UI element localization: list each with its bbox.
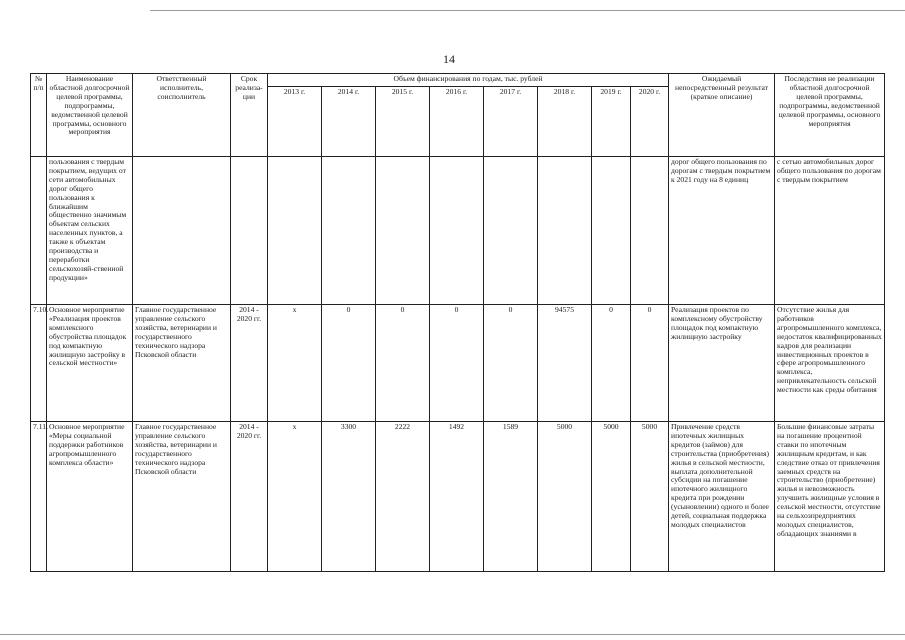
header-num: № п/п [31, 74, 47, 157]
row-value: 1492 [430, 422, 484, 572]
row-value: 0 [592, 305, 631, 422]
header-year: 2013 г. [268, 87, 322, 157]
header-year: 2017 г. [484, 87, 538, 157]
header-funding-group: Объем финансирования по годам, тыс. рублей [268, 74, 669, 87]
scan-edge-line [0, 634, 905, 635]
header-consequences: Последствия не реализации областной долгосрочной целевой программы, подпрограммы, ведомственной целевой программы, основного мероприятия [775, 74, 885, 157]
funding-table [30, 73, 885, 572]
header-year: 2016 г. [430, 87, 484, 157]
row-value: 3300 [322, 422, 376, 572]
row-num: 7.10. [31, 305, 47, 422]
row-value: 0 [430, 305, 484, 422]
row-name: Основное мероприятие «Меры социальной поддержки работников агропромышленного комплекса области» [47, 422, 133, 572]
row-responsible [133, 157, 231, 305]
row-value [484, 157, 538, 305]
row-value: 0 [376, 305, 430, 422]
header-year: 2018 г. [538, 87, 592, 157]
row-num [31, 157, 47, 305]
row-value [592, 157, 631, 305]
row-value: 5000 [631, 422, 669, 572]
scan-edge-line [150, 10, 905, 11]
row-consequences: Большие финансовые затраты на погашение процентной ставки по ипотечным жилищным кредитам, и как следствие отказ от привлечения заемных средств на строительство (приобретение) жилья и невозможность улучшить жилищные условия в сельской местности, отсутствие на сельхозпредприятиях молодых специалистов, обладающих знаниями в [775, 422, 885, 572]
header-year: 2020 г. [631, 87, 669, 157]
header-responsible: Ответственный исполнитель, соисполнитель [133, 74, 231, 157]
row-value: 0 [322, 305, 376, 422]
header-year: 2014 г. [322, 87, 376, 157]
row-value: 94575 [538, 305, 592, 422]
header-row-top [31, 74, 885, 87]
table-row [31, 422, 885, 572]
row-consequences: с сетью автомобильных дорог общего пользования по дорогам с твердым покрытием [775, 157, 885, 305]
row-value [538, 157, 592, 305]
row-value: 5000 [538, 422, 592, 572]
row-period: 2014 - 2020 гг. [231, 422, 268, 572]
row-value: 0 [484, 305, 538, 422]
row-period: 2014 - 2020 гг. [231, 305, 268, 422]
row-value: 1589 [484, 422, 538, 572]
row-value: 5000 [592, 422, 631, 572]
row-value [322, 157, 376, 305]
row-value [430, 157, 484, 305]
table-row [31, 305, 885, 422]
row-result: Реализация проектов по комплексному обустройству площадок под компактную жилищную застройку [669, 305, 775, 422]
header-name: Наименование областной долгосрочной целевой программы, подпрограммы, ведомственной целевой программы, основного мероприятия [47, 74, 133, 157]
row-consequences: Отсутствие жилья для работников агропромышленного комплекса, недостаток квалифицированных кадров для реализации инвестиционных проектов в сфере агропромышленного комплекса, непривлекательность сельской местности как среды обитания [775, 305, 885, 422]
row-result: Привлечение средств ипотечных жилищных кредитов (займов) для строительства (приобретения) жилья в сельской местности, выплата дополнительной субсидии на погашение ипотечного жилищного кредита при рождении (усыновлении) одного и более детей, социальная поддержка молодых специалистов [669, 422, 775, 572]
header-year: 2019 г. [592, 87, 631, 157]
row-value: х [268, 422, 322, 572]
row-name: пользования с твердым покрытием, ведущих от сети автомобильных дорог общего пользования к ближайшим общественно значимым объектам сельских населенных пунктов, а также к объектам производства и переработки сельскохозяй-ственной продукции» [47, 157, 133, 305]
row-responsible: Главное государственное управление сельского хозяйства, ветеринарии и государственного технического надзора Псковской области [133, 422, 231, 572]
row-num: 7.11. [31, 422, 47, 572]
row-name: Основное мероприятие «Реализация проектов комплексного обустройства площадок под компактную жилищную застройку в сельской местности» [47, 305, 133, 422]
header-result: Ожидаемый непосредственный результат (краткое описание) [669, 74, 775, 157]
row-period [231, 157, 268, 305]
row-result: дорог общего пользования по дорогам с твердым покрытием к 2021 году на 8 единиц [669, 157, 775, 305]
page-number: 14 [443, 52, 455, 66]
row-value [268, 157, 322, 305]
row-value [376, 157, 430, 305]
row-value [631, 157, 669, 305]
header-period: Срок реализа-ции [231, 74, 268, 157]
row-responsible: Главное государственное управление сельского хозяйства, ветеринарии и государственного технического надзора Псковской области [133, 305, 231, 422]
row-value: 0 [631, 305, 669, 422]
row-value: 2222 [376, 422, 430, 572]
row-value: х [268, 305, 322, 422]
table-row [31, 157, 885, 305]
header-year: 2015 г. [376, 87, 430, 157]
